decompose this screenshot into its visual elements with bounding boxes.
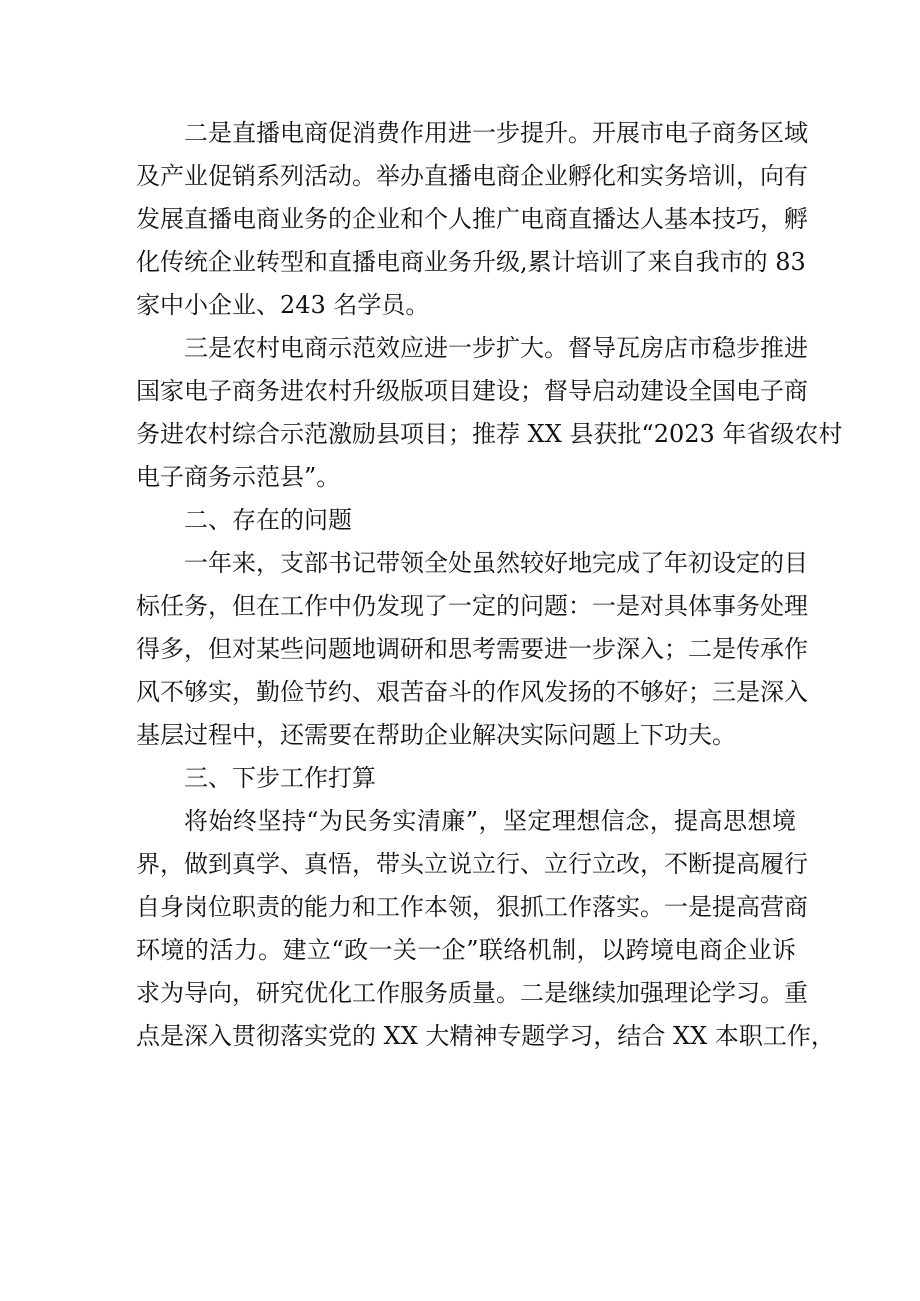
section-heading: 三、下步工作打算 bbox=[184, 764, 376, 792]
text-line: 发展直播电商业务的企业和个人推广电商直播达人基本技巧，孵 bbox=[136, 205, 808, 233]
text-line: 化传统企业转型和直播电商业务升级,累计培训了来自我市的 83 bbox=[136, 248, 806, 276]
text-line: 自身岗位职责的能力和工作本领，狠抓工作落实。一是提高营商 bbox=[136, 893, 808, 921]
section-heading: 二、存在的问题 bbox=[184, 506, 352, 534]
text-line: 风不够实，勤俭节约、艰苦奋斗的作风发扬的不够好；三是深入 bbox=[136, 678, 808, 706]
text-line: 电子商务示范县”。 bbox=[136, 463, 341, 491]
text-line: 一年来，支部书记带领全处虽然较好地完成了年初设定的目 bbox=[184, 549, 808, 577]
paragraph-problems bbox=[136, 542, 808, 757]
text-line: 三是农村电商示范效应进一步扩大。督导瓦房店市稳步推进 bbox=[184, 334, 808, 362]
text-line: 将始终坚持“为民务实清廉”，坚定理想信念，提高思想境 bbox=[184, 807, 796, 835]
text-line: 家中小企业、243 名学员。 bbox=[136, 291, 430, 319]
text-line: 标任务，但在工作中仍发现了一定的问题：一是对具体事务处理 bbox=[136, 592, 808, 620]
text-line: 点是深入贯彻落实党的 XX 大精神专题学习，结合 XX 本职工作， bbox=[136, 1022, 835, 1050]
section-heading-next-steps bbox=[136, 757, 796, 800]
paragraph-livestream-consumption bbox=[136, 112, 808, 327]
text-line: 基层过程中，还需要在帮助企业解决实际问题上下功夫。 bbox=[136, 721, 736, 749]
text-line: 二是直播电商促消费作用进一步提升。开展市电子商务区域 bbox=[184, 119, 808, 147]
document-body bbox=[136, 112, 843, 1058]
paragraph-rural-ecommerce bbox=[136, 327, 843, 499]
paragraph-next-steps bbox=[136, 800, 835, 1058]
text-line: 环境的活力。建立“政一关一企”联络机制，以跨境电商企业诉 bbox=[136, 936, 796, 964]
text-line: 国家电子商务进农村升级版项目建设；督导启动建设全国电子商 bbox=[136, 377, 808, 405]
text-line: 务进农村综合示范激励县项目；推荐 XX 县获批“2023 年省级农村 bbox=[136, 420, 843, 448]
text-line: 求为导向，研究优化工作服务质量。二是继续加强理论学习。重 bbox=[136, 979, 808, 1007]
text-line: 界，做到真学、真悟，带头立说立行、立行立改，不断提高履行 bbox=[136, 850, 808, 878]
text-line: 及产业促销系列活动。举办直播电商企业孵化和实务培训，向有 bbox=[136, 162, 808, 190]
text-line: 得多，但对某些问题地调研和思考需要进一步深入；二是传承作 bbox=[136, 635, 808, 663]
section-heading-problems bbox=[136, 499, 796, 542]
